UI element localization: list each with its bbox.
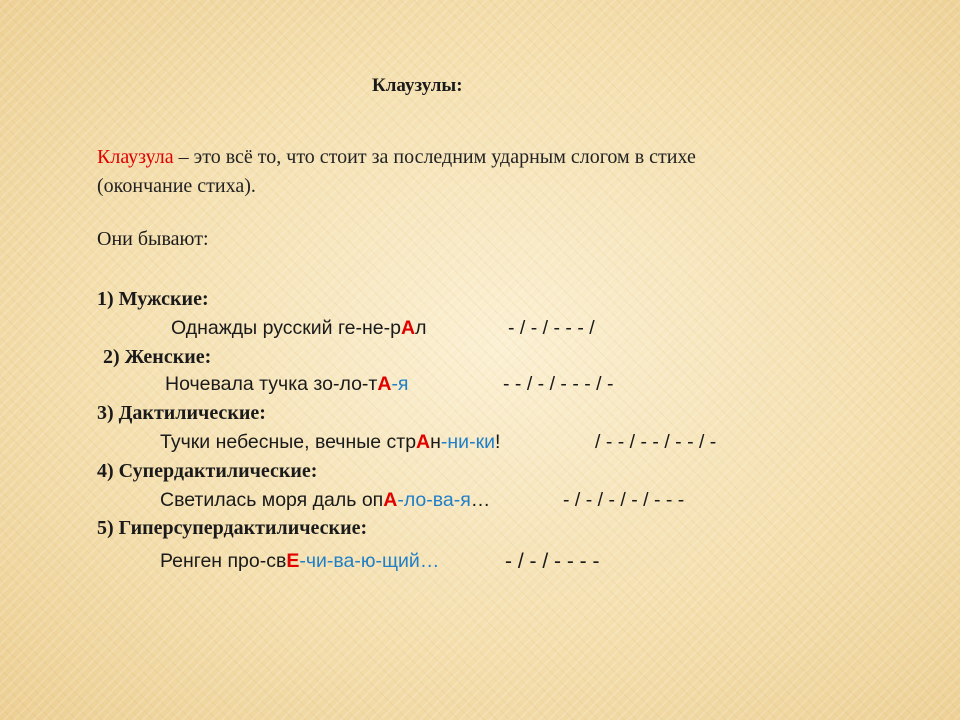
stressed-vowel: А [377, 373, 392, 395]
example-text: Тучки небесные, вечные стр [160, 431, 417, 453]
clausula-syllables: -чи-ва-ю-щий… [299, 550, 440, 572]
type-heading-superdactylic: 4) Супердактилические: [97, 460, 318, 482]
definition-rest: – это всё то, что стоит за последним ударным слогом в стихе [173, 146, 696, 168]
stressed-vowel: А [383, 489, 398, 511]
stressed-vowel: Е [286, 550, 300, 572]
example-text: Однажды русский ге-не-р [171, 317, 401, 339]
example-text: Ренген про-св [160, 550, 287, 572]
stressed-vowel: А [416, 431, 431, 453]
example-text-after: н [430, 431, 441, 453]
stress-scheme-masculine: - / - / - - - / [508, 317, 595, 339]
slide-title: Клаузулы: [372, 75, 463, 96]
example-hypersuperdactylic [160, 550, 439, 573]
type-heading-hypersuperdactylic: 5) Гиперсупердактилические: [97, 517, 368, 539]
example-feminine [165, 373, 409, 396]
definition-text [97, 143, 696, 201]
example-tail: ! [495, 431, 501, 453]
type-heading-feminine: 2) Женские: [103, 346, 212, 368]
clausula-syllables: -ни-ки [440, 431, 495, 453]
intro-text: Они бывают: [97, 228, 209, 250]
example-dactylic [160, 431, 500, 454]
stressed-vowel: А [400, 317, 416, 339]
clausula-syllables: -я [391, 373, 409, 395]
type-heading-dactylic: 3) Дактилические: [97, 402, 266, 424]
stress-scheme-hypersuperdactylic: - / - / - - - - [505, 550, 600, 573]
example-masculine [171, 317, 426, 340]
stress-scheme-superdactylic: - / - / - / - / - - - [563, 489, 685, 511]
example-text-after: л [415, 317, 427, 339]
clausula-syllables: -ло-ва-я [397, 489, 471, 511]
example-text: Светилась моря даль оп [160, 489, 384, 511]
stress-scheme-feminine: - - / - / - - - / - [503, 373, 614, 395]
example-superdactylic [160, 489, 490, 512]
definition-line2: (окончание стиха). [97, 175, 256, 197]
type-heading-masculine: 1) Мужские: [97, 288, 209, 310]
example-tail: … [470, 489, 491, 511]
example-text: Ночевала тучка зо-ло-т [165, 373, 378, 395]
definition-term: Клаузула [97, 146, 174, 168]
stress-scheme-dactylic: / - - / - - / - - / - [595, 431, 717, 453]
